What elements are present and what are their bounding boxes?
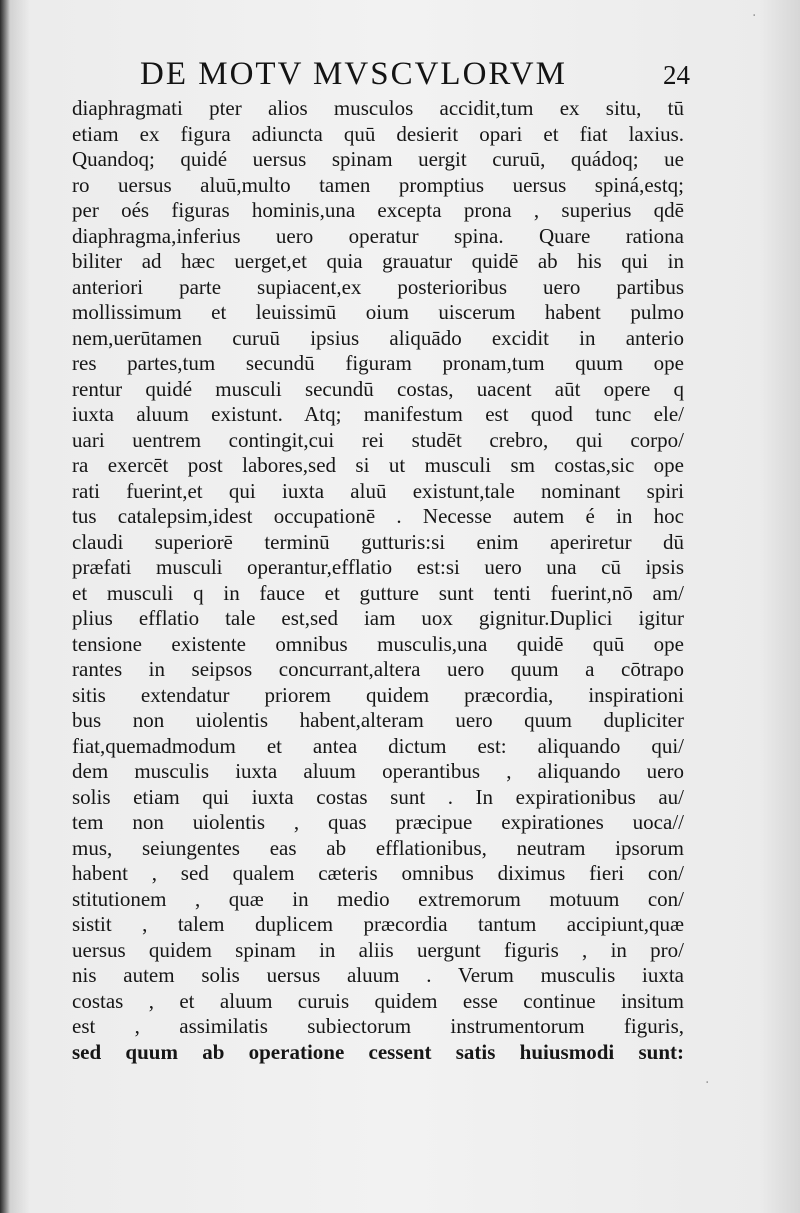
text-line: nem,uerūtamen curuū ipsius aliquādo excidit in anterio <box>72 325 684 350</box>
text-line: ra exercēt post labores,sed si ut musculi sm costas,sic ope <box>72 453 684 477</box>
page-number: 24 <box>663 60 690 90</box>
text-line: etiam ex figura adiuncta quū desierit opari et fiat laxius. <box>72 121 684 146</box>
text-line: diaphragmati pter alios musculos accidit,tum ex situ, tū <box>72 96 684 120</box>
page-header <box>140 56 690 98</box>
text-line: diaphragma,inferius uero operatur spina. Quare rationa <box>72 223 684 248</box>
text-line: dem musculis iuxta aluum operantibus , aliquando uero <box>72 759 684 783</box>
paper-speck: · <box>752 8 757 24</box>
text-line: habent , sed qualem cæteris omnibus diximus fieri con/ <box>72 861 684 885</box>
text-line: rati fuerint,et qui iuxta aluū existunt,tale nominant spiri <box>72 478 684 503</box>
text-line: sitis extendatur priorem quidem præcordia, inspirationi <box>72 682 684 707</box>
text-line: anteriori parte supiacent,ex posterioribus uero partibus <box>72 274 684 299</box>
text-line: sed quum ab operatione cessent satis huiusmodi sunt: <box>72 1039 684 1064</box>
text-line: per oés figuras hominis,una excepta prona , superius qdē <box>72 198 684 222</box>
text-line: claudi superiorē terminū gutturis:si enim aperiretur dū <box>72 529 684 554</box>
text-line: tus catalepsim,idest occupationē . Necesse autem é in hoc <box>72 504 684 528</box>
text-line: rentur quidé musculi secundū costas, uacent aūt opere q <box>72 376 684 401</box>
text-line: uersus quidem spinam in aliis uergunt figuris , in pro/ <box>72 937 684 962</box>
text-line: mus, seiungentes eas ab efflationibus, neutram ipsorum <box>72 835 684 860</box>
text-line: costas , et aluum curuis quidem esse continue insitum <box>72 988 684 1013</box>
text-line: tem non uiolentis , quas præcipue expirationes uoca// <box>72 810 684 834</box>
text-line: bus non uiolentis habent,alteram uero quum dupliciter <box>72 708 684 732</box>
text-line: solis etiam qui iuxta costas sunt . In expirationibus au/ <box>72 784 684 809</box>
text-line: fiat,quemadmodum et antea dictum est: aliquando qui/ <box>72 733 684 758</box>
running-title: DE MOTV MVSCVLORVM <box>140 56 567 92</box>
text-line: mollissimum et leuissimū oium uiscerum habent pulmo <box>72 300 684 324</box>
text-line: rantes in seipsos concurrant,altera uero quum a cōtrapo <box>72 657 684 681</box>
text-line: tensione existente omnibus musculis,una quidē quū ope <box>72 631 684 656</box>
text-line: uari uentrem contingit,cui rei studēt crebro, qui corpo/ <box>72 427 684 452</box>
text-line: Quandoq; quidé uersus spinam uergit curuū, quádoq; ue <box>72 147 684 171</box>
text-line: nis autem solis uersus aluum . Verum musculis iuxta <box>72 963 684 987</box>
text-line: ro uersus aluū,multo tamen promptius uersus spiná,estq; <box>72 172 684 197</box>
text-line: stitutionem , quæ in medio extremorum motuum con/ <box>72 886 684 911</box>
text-line: res partes,tum secundū figuram pronam,tum quum ope <box>72 351 684 375</box>
text-line: biliter ad hæc uerget,et quia grauatur quidē ab his qui in <box>72 249 684 273</box>
text-line: et musculi q in fauce et gutture sunt tenti fuerint,nō am/ <box>72 580 684 605</box>
text-line: præfati musculi operantur,efflatio est:si uero una cū ipsis <box>72 555 684 579</box>
body-text <box>72 96 684 1065</box>
text-line: iuxta aluum existunt. Atq; manifestum est quod tunc ele/ <box>72 402 684 426</box>
text-line: plius efflatio tale est,sed iam uox gignitur.Duplici igitur <box>72 606 684 630</box>
text-line: sistit , talem duplicem præcordia tantum accipiunt,quæ <box>72 912 684 936</box>
paper-speck: · <box>705 1075 710 1091</box>
text-line: est , assimilatis subiectorum instrumentorum figuris, <box>72 1014 684 1038</box>
